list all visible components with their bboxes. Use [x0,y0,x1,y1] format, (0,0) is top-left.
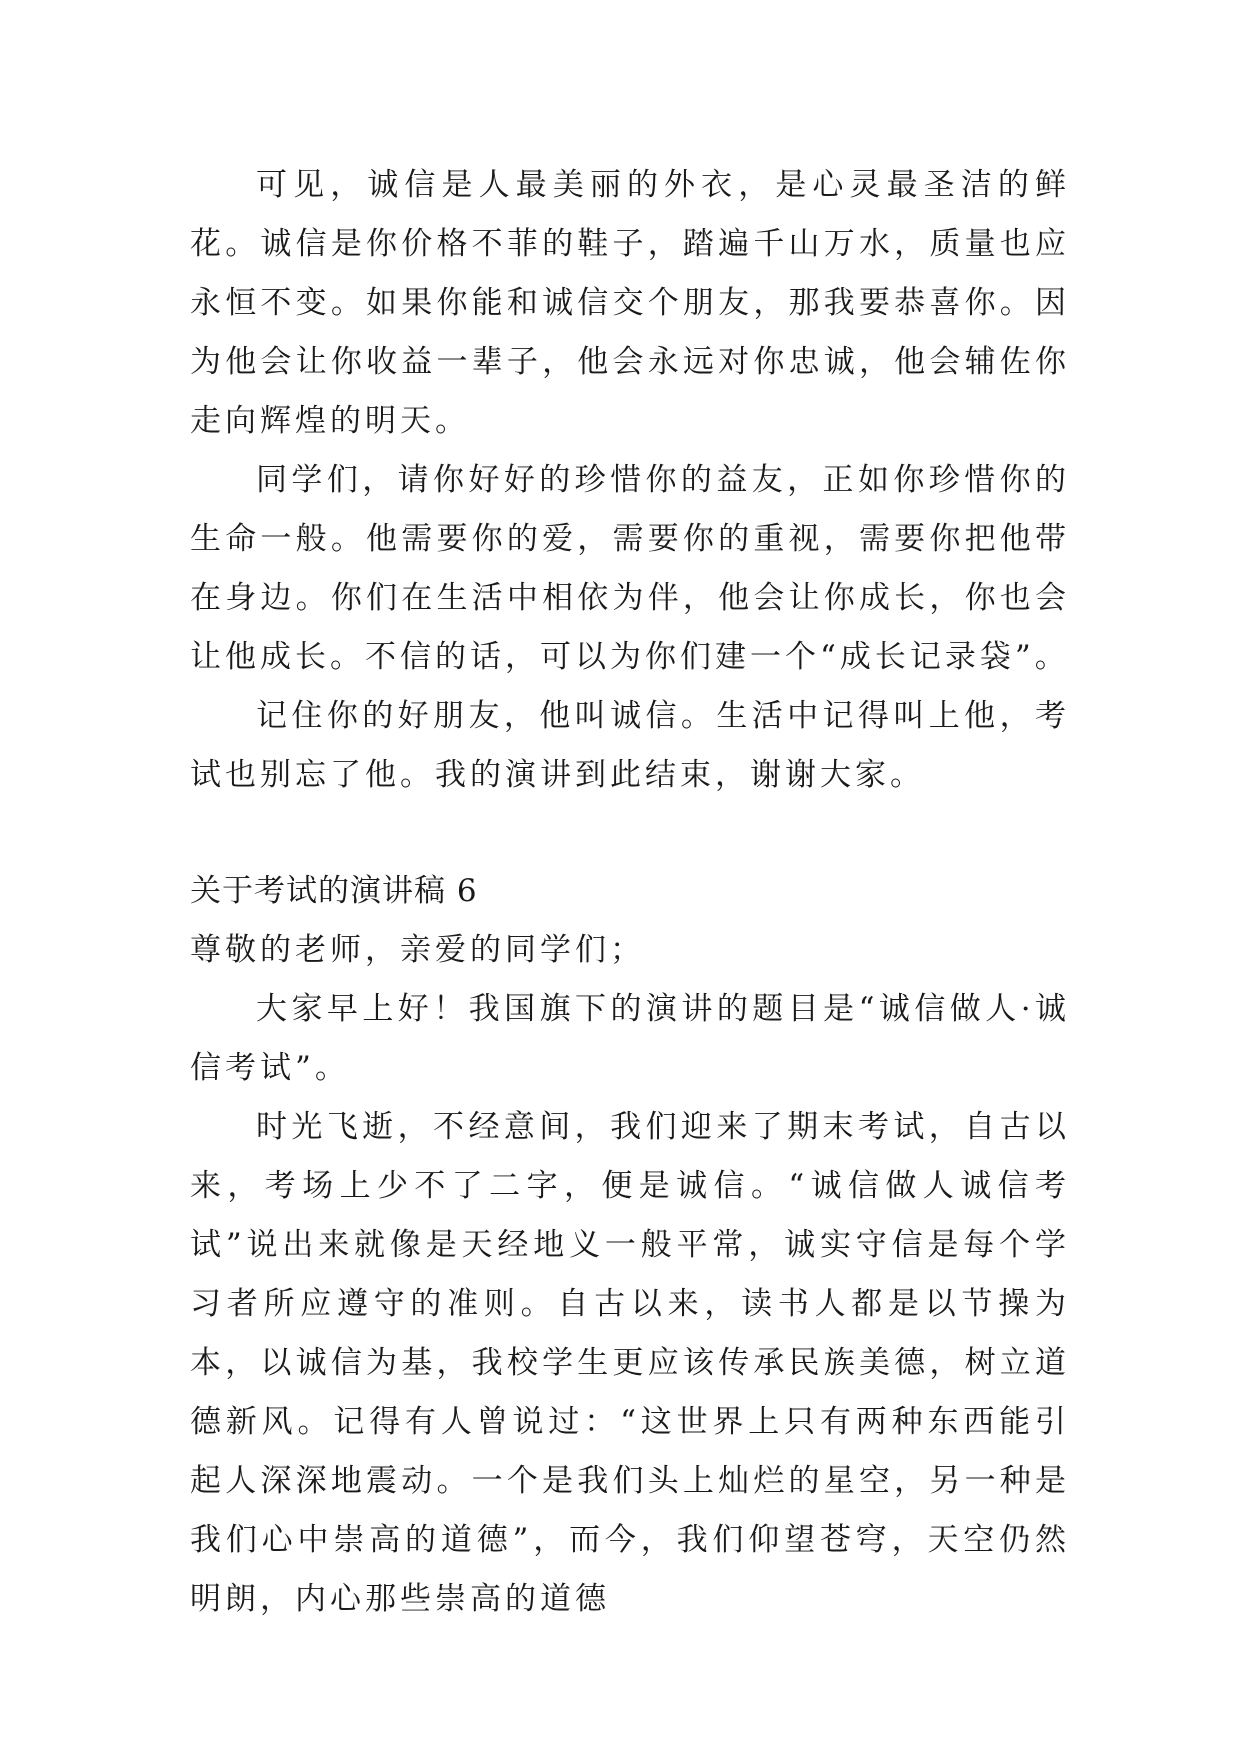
body-paragraph: 同学们，请你好好的珍惜你的益友，正如你珍惜你的生命一般。他需要你的爱，需要你的重视，需要你把他带在身边。你们在生活中相依为伴，他会让你成长，你也会让他成长。不信的话，可以为你们建一个“成长记录袋”。 [190,462,1070,675]
body-paragraph: 记住你的好朋友，他叫诚信。生活中记得叫上他，考试也别忘了他。我的演讲到此结束，谢谢大家。 [190,698,1070,793]
speech-ending-section [190,156,1070,805]
body-paragraph: 大家早上好！我国旗下的演讲的题目是“诚信做人·诚信考试”。 [190,991,1070,1086]
speech-6-section [190,862,1070,1629]
body-paragraph: 可见，诚信是人最美丽的外衣，是心灵最圣洁的鲜花。诚信是你价格不菲的鞋子，踏遍千山万水，质量也应永恒不变。如果你能和诚信交个朋友，那我要恭喜你。因为他会让你收益一辈子，他会永远对你忠诚，他会辅佐你走向辉煌的明天。 [190,167,1070,439]
body-paragraph: 时光飞逝，不经意间，我们迎来了期末考试，自古以来，考场上少不了二字，便是诚信。“诚信做人诚信考试”说出来就像是天经地义一般平常，诚实守信是每个学习者所应遵守的准则。自古以来，读书人都是以节操为本，以诚信为基，我校学生更应该传承民族美德，树立道德新风。记得有人曾说过：“这世界上只有两种东西能引起人深深地震动。一个是我们头上灿烂的星空，另一种是我们心中崇高的道德”，而今，我们仰望苍穹，天空仍然明朗，内心那些崇高的道德 [190,1109,1070,1617]
section-title: 关于考试的演讲稿 6 [190,873,478,909]
salutation: 尊敬的老师，亲爱的同学们； [190,932,645,968]
